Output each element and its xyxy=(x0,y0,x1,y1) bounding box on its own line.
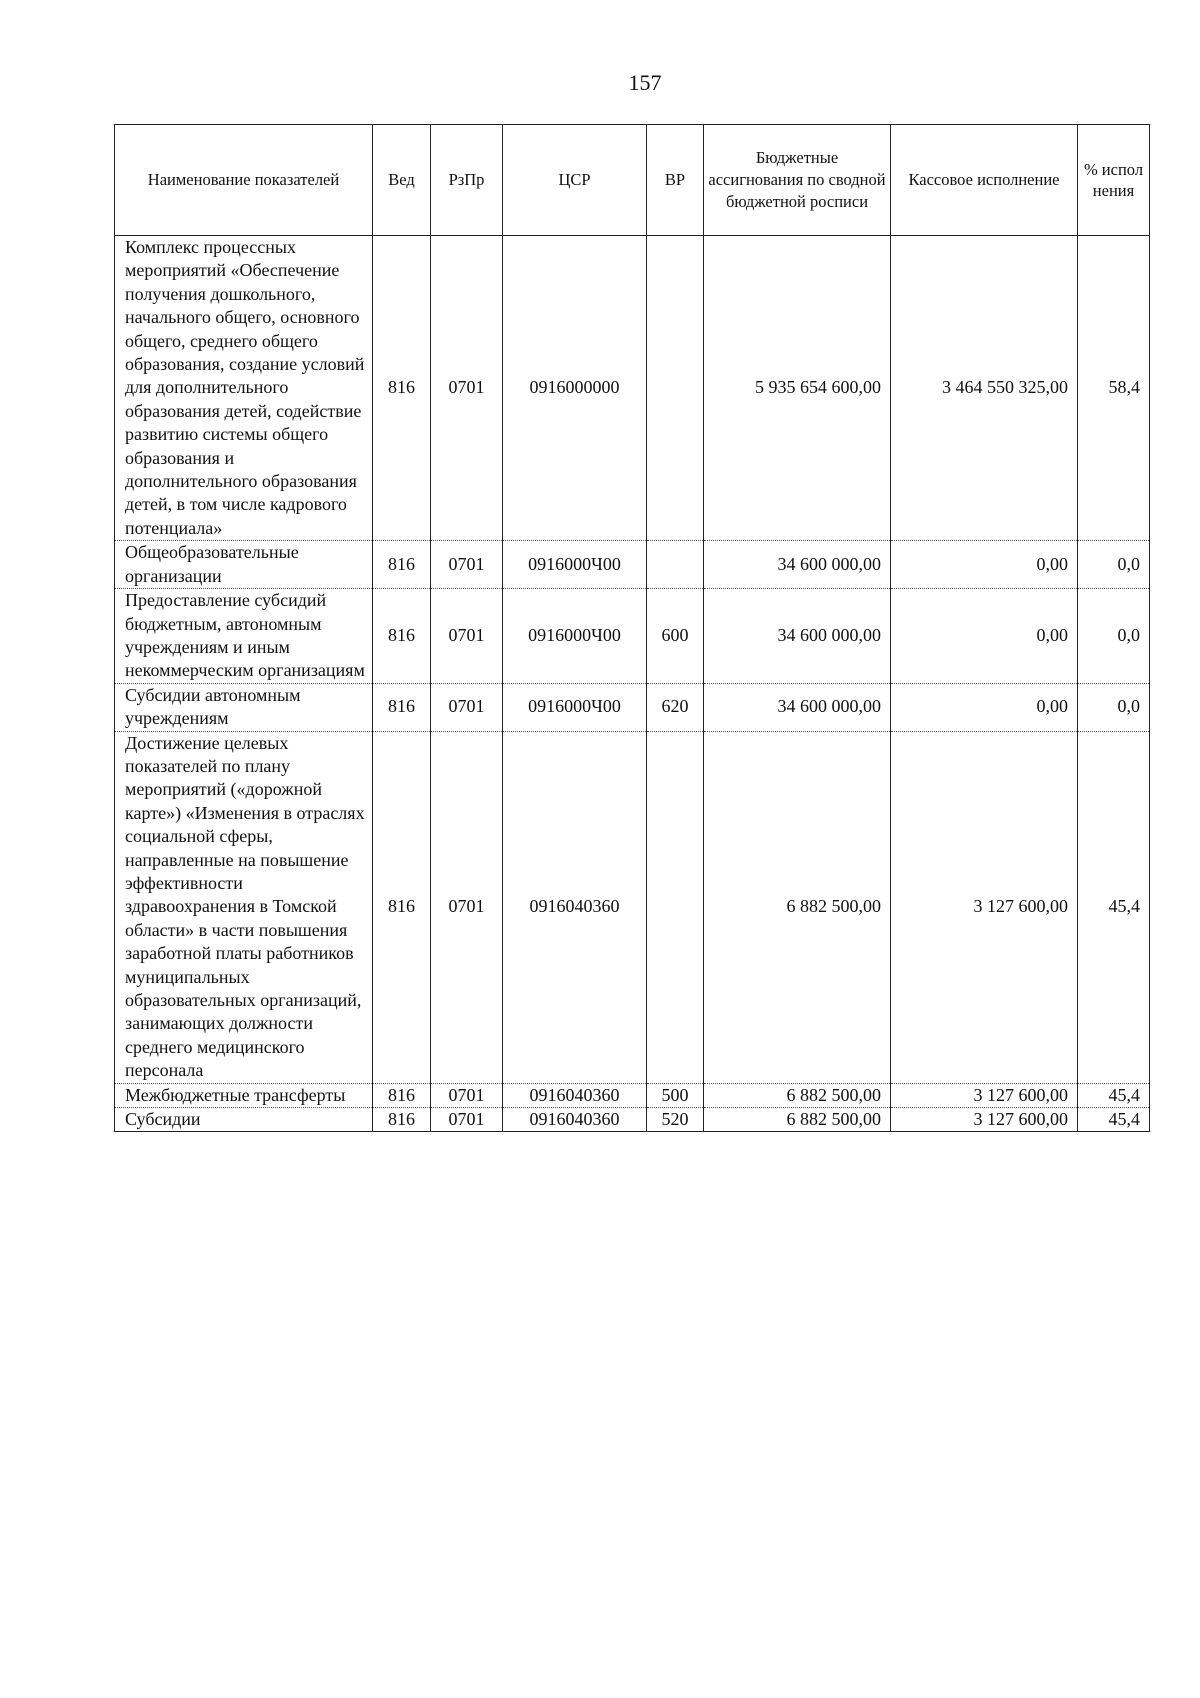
col-header-rzpr: РзПр xyxy=(431,125,503,236)
row-assignments: 5 935 654 600,00 xyxy=(704,236,891,541)
row-csr: 0916000Ч00 xyxy=(503,589,647,684)
row-vr xyxy=(647,541,704,589)
row-rzpr: 0701 xyxy=(431,541,503,589)
row-name: Субсидии xyxy=(115,1108,373,1132)
col-header-name: Наименование показателей xyxy=(115,125,373,236)
table-row xyxy=(115,731,1150,1083)
row-cash-execution: 0,00 xyxy=(891,683,1078,731)
row-csr: 0916000Ч00 xyxy=(503,683,647,731)
row-assignments: 6 882 500,00 xyxy=(704,1083,891,1107)
row-percent: 45,4 xyxy=(1078,1083,1150,1107)
row-percent: 58,4 xyxy=(1078,236,1150,541)
table-row xyxy=(115,541,1150,589)
row-vr: 620 xyxy=(647,683,704,731)
row-percent: 0,0 xyxy=(1078,683,1150,731)
table-row xyxy=(115,1083,1150,1107)
row-rzpr: 0701 xyxy=(431,683,503,731)
row-percent: 45,4 xyxy=(1078,731,1150,1083)
row-assignments: 34 600 000,00 xyxy=(704,683,891,731)
row-vr: 600 xyxy=(647,589,704,684)
table-row xyxy=(115,589,1150,684)
row-assignments: 34 600 000,00 xyxy=(704,541,891,589)
row-name: Общеобразовательные организации xyxy=(115,541,373,589)
row-csr: 0916040360 xyxy=(503,731,647,1083)
row-name: Достижение целевых показателей по плану мероприятий («дорожной карте») «Изменения в отраслях социальной сферы, направленные на повышение эффективности здравоохранения в Томской области» в части повышения заработной платы работников муниципальных образовательных организаций, занимающих должности среднего медицинского персонала xyxy=(115,731,373,1083)
col-header-percent: % испол нения xyxy=(1078,125,1150,236)
table-row xyxy=(115,683,1150,731)
table-header-row xyxy=(115,125,1150,236)
table-row xyxy=(115,1108,1150,1132)
col-header-ved: Вед xyxy=(373,125,431,236)
row-name: Субсидии автономным учреждениям xyxy=(115,683,373,731)
row-rzpr: 0701 xyxy=(431,236,503,541)
row-ved: 816 xyxy=(373,1083,431,1107)
row-ved: 816 xyxy=(373,541,431,589)
col-header-cash-execution: Кассовое исполнение xyxy=(891,125,1078,236)
row-csr: 0916000Ч00 xyxy=(503,541,647,589)
page-number: 157 xyxy=(628,70,662,95)
row-rzpr: 0701 xyxy=(431,589,503,684)
row-name: Предоставление субсидий бюджетным, автономным учреждениям и иным некоммерческим организациям xyxy=(115,589,373,684)
row-ved: 816 xyxy=(373,731,431,1083)
row-cash-execution: 3 127 600,00 xyxy=(891,1083,1078,1107)
row-vr: 500 xyxy=(647,1083,704,1107)
row-assignments: 6 882 500,00 xyxy=(704,1108,891,1132)
row-ved: 816 xyxy=(373,683,431,731)
row-name: Комплекс процессных мероприятий «Обеспечение получения дошкольного, начального общего, основного общего, среднего общего образования, создание условий для дополнительного образования детей, содействие развитию системы общего образования и дополнительного образования детей, в том числе кадрового потенциала» xyxy=(115,236,373,541)
row-csr: 0916040360 xyxy=(503,1083,647,1107)
row-vr xyxy=(647,731,704,1083)
row-percent: 0,0 xyxy=(1078,589,1150,684)
row-cash-execution: 0,00 xyxy=(891,541,1078,589)
col-header-vr: ВР xyxy=(647,125,704,236)
col-header-assignments: Бюджетные ассигнования по сводной бюджетной росписи xyxy=(704,125,891,236)
row-vr xyxy=(647,236,704,541)
row-assignments: 6 882 500,00 xyxy=(704,731,891,1083)
row-csr: 0916000000 xyxy=(503,236,647,541)
row-vr: 520 xyxy=(647,1108,704,1132)
row-rzpr: 0701 xyxy=(431,1108,503,1132)
budget-execution-table xyxy=(114,124,1150,1132)
row-cash-execution: 0,00 xyxy=(891,589,1078,684)
row-percent: 0,0 xyxy=(1078,541,1150,589)
row-csr: 0916040360 xyxy=(503,1108,647,1132)
col-header-csr: ЦСР xyxy=(503,125,647,236)
row-rzpr: 0701 xyxy=(431,731,503,1083)
row-name: Межбюджетные трансферты xyxy=(115,1083,373,1107)
row-cash-execution: 3 127 600,00 xyxy=(891,731,1078,1083)
row-ved: 816 xyxy=(373,589,431,684)
row-cash-execution: 3 127 600,00 xyxy=(891,1108,1078,1132)
row-percent: 45,4 xyxy=(1078,1108,1150,1132)
row-assignments: 34 600 000,00 xyxy=(704,589,891,684)
table-row xyxy=(115,236,1150,541)
row-rzpr: 0701 xyxy=(431,1083,503,1107)
row-ved: 816 xyxy=(373,236,431,541)
row-ved: 816 xyxy=(373,1108,431,1132)
row-cash-execution: 3 464 550 325,00 xyxy=(891,236,1078,541)
